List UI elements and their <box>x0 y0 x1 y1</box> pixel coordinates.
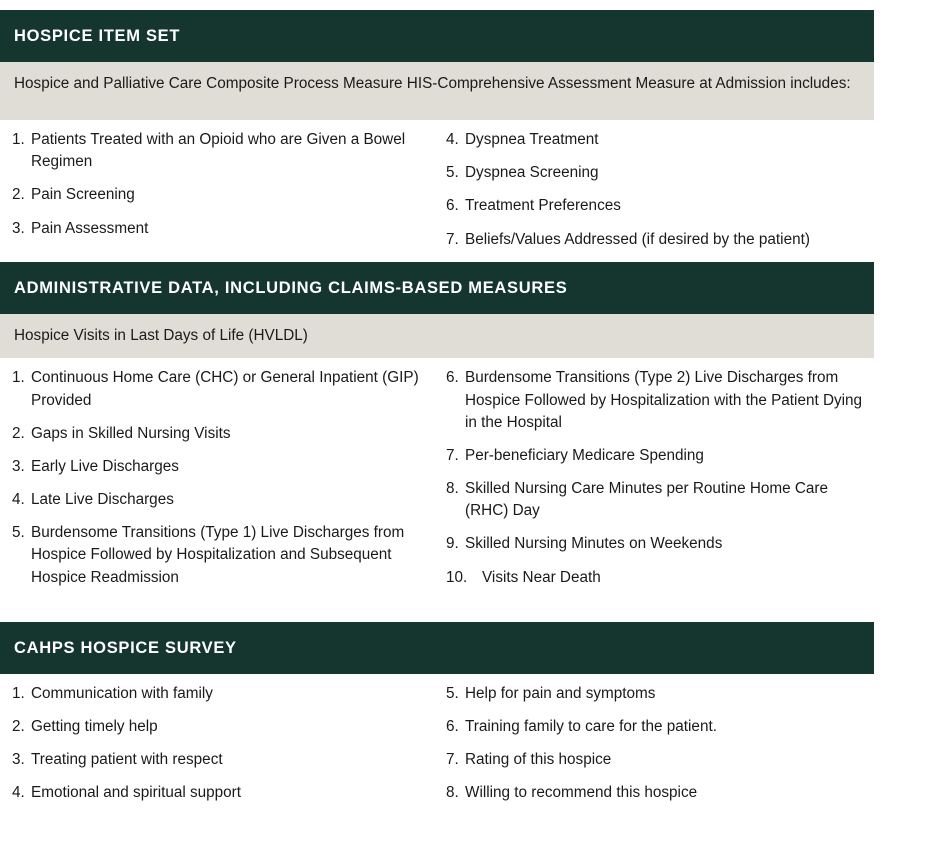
list-item <box>446 683 864 705</box>
measure-list-right <box>446 367 864 588</box>
list-item-number: 2. <box>12 424 25 442</box>
list-item-text: Dyspnea Treatment <box>465 131 599 148</box>
list-item <box>446 716 864 738</box>
list-item-number: 8. <box>446 480 459 498</box>
list-item-number: 6. <box>446 717 459 735</box>
list-item <box>446 478 864 522</box>
list-item-text: Skilled Nursing Minutes on Weekends <box>465 535 723 553</box>
measure-list-left <box>12 683 424 805</box>
list-item-number: 3. <box>12 751 25 769</box>
right-column <box>436 367 874 599</box>
list-item <box>446 129 864 151</box>
section-administrative-data <box>0 262 874 600</box>
list-item-text: Burdensome Transitions (Type 2) Live Discharges from Hospice Followed by Hospitalization with the Patient Dying in the Hospital <box>465 369 863 431</box>
list-item <box>446 367 864 434</box>
section-columns <box>0 674 874 816</box>
list-item <box>12 749 424 771</box>
list-item <box>12 218 424 240</box>
list-item-text: Dyspnea Screening <box>465 164 599 182</box>
list-item <box>12 489 424 511</box>
list-item-text: Early Live Discharges <box>31 457 179 475</box>
section-title: CAHPS HOSPICE SURVEY <box>14 638 237 657</box>
list-item-text: Rating of this hospice <box>465 751 612 769</box>
list-item-number: 1. <box>12 131 25 148</box>
list-item-number: 1. <box>12 369 25 387</box>
list-item-number: 5. <box>446 684 459 702</box>
measure-list-right <box>446 129 864 251</box>
section-header-hospice-item-set <box>0 10 874 62</box>
list-item-text: Late Live Discharges <box>31 491 174 509</box>
list-item-number: 2. <box>12 717 25 735</box>
list-item <box>12 423 424 445</box>
list-item-text: Treatment Preferences <box>465 197 621 215</box>
section-title: ADMINISTRATIVE DATA, INCLUDING CLAIMS-BASED MEASURES <box>14 278 568 297</box>
section-cahps-hospice-survey <box>0 622 874 816</box>
list-item <box>12 782 424 804</box>
list-item <box>12 129 424 173</box>
left-column <box>0 367 436 599</box>
section-columns <box>0 358 874 599</box>
list-item-number: 7. <box>446 446 459 464</box>
list-item <box>12 184 424 206</box>
list-item <box>12 522 424 589</box>
list-item-text: Treating patient with respect <box>31 751 223 769</box>
list-item <box>446 445 864 467</box>
section-title: HOSPICE ITEM SET <box>14 26 181 45</box>
list-item-number: 7. <box>446 230 459 248</box>
list-item <box>446 229 864 251</box>
right-column <box>436 683 874 816</box>
section-spacer <box>0 600 874 622</box>
list-item-text: Burdensome Transitions (Type 1) Live Discharges from Hospice Followed by Hospitalization and Subsequent Hospice Readmission <box>31 524 405 586</box>
list-item-text: Pain Screening <box>31 186 135 204</box>
list-item-number: 9. <box>446 535 459 553</box>
list-item-number: 3. <box>12 457 25 475</box>
list-item-number: 5. <box>12 524 25 542</box>
list-item <box>12 456 424 478</box>
right-column <box>436 129 874 262</box>
list-item-number: 4. <box>446 131 459 148</box>
section-hospice-item-set <box>0 10 874 262</box>
list-item-text: Beliefs/Values Addressed (if desired by the patient) <box>465 230 810 248</box>
measure-list-left <box>12 367 424 588</box>
measure-list-left <box>12 129 424 240</box>
list-item-number: 4. <box>12 784 25 802</box>
list-item-number: 3. <box>12 219 25 237</box>
measure-list-right <box>446 683 864 805</box>
list-item <box>446 782 864 804</box>
list-item-number: 5. <box>446 164 459 182</box>
list-item-text: Gaps in Skilled Nursing Visits <box>31 424 231 442</box>
list-item <box>446 567 864 589</box>
list-item-text: Willing to recommend this hospice <box>465 784 698 802</box>
list-item <box>12 367 424 411</box>
list-item-number: 6. <box>446 197 459 215</box>
top-spacer <box>0 0 874 10</box>
section-columns <box>0 120 874 262</box>
list-item <box>446 162 864 184</box>
list-item-text: Help for pain and symptoms <box>465 684 656 702</box>
section-subtitle: Hospice and Palliative Care Composite Process Measure HIS-Comprehensive Assessment Measure at Admission includes: <box>0 62 874 120</box>
list-item-number: 2. <box>12 186 25 204</box>
list-item-text: Skilled Nursing Care Minutes per Routine Home Care (RHC) Day <box>465 480 829 520</box>
list-item <box>446 533 864 555</box>
list-item <box>446 195 864 217</box>
list-item-text: Communication with family <box>31 684 213 702</box>
list-item-text: Emotional and spiritual support <box>31 784 242 802</box>
list-item-text: Training family to care for the patient. <box>465 717 717 735</box>
list-item-text: Visits Near Death <box>482 568 601 586</box>
list-item <box>12 683 424 705</box>
section-header-administrative-data <box>0 262 874 314</box>
list-item-text: Patients Treated with an Opioid who are Given a Bowel Regimen <box>31 131 406 171</box>
section-subtitle: Hospice Visits in Last Days of Life (HVLDL) <box>0 314 874 359</box>
left-column <box>0 683 436 816</box>
list-item-number: 6. <box>446 369 459 387</box>
list-item-text: Continuous Home Care (CHC) or General Inpatient (GIP) Provided <box>31 369 419 409</box>
list-item-number: 7. <box>446 751 459 769</box>
list-item-number: 1. <box>12 684 25 702</box>
list-item-number: 4. <box>12 491 25 509</box>
list-item <box>446 749 864 771</box>
list-item-text: Getting timely help <box>31 717 158 735</box>
list-item-text: Per-beneficiary Medicare Spending <box>465 446 704 464</box>
left-column <box>0 129 436 262</box>
list-item-number: 10. <box>446 568 468 586</box>
section-header-cahps-hospice-survey <box>0 622 874 674</box>
list-item <box>12 716 424 738</box>
list-item-text: Pain Assessment <box>31 219 149 237</box>
list-item-number: 8. <box>446 784 459 802</box>
